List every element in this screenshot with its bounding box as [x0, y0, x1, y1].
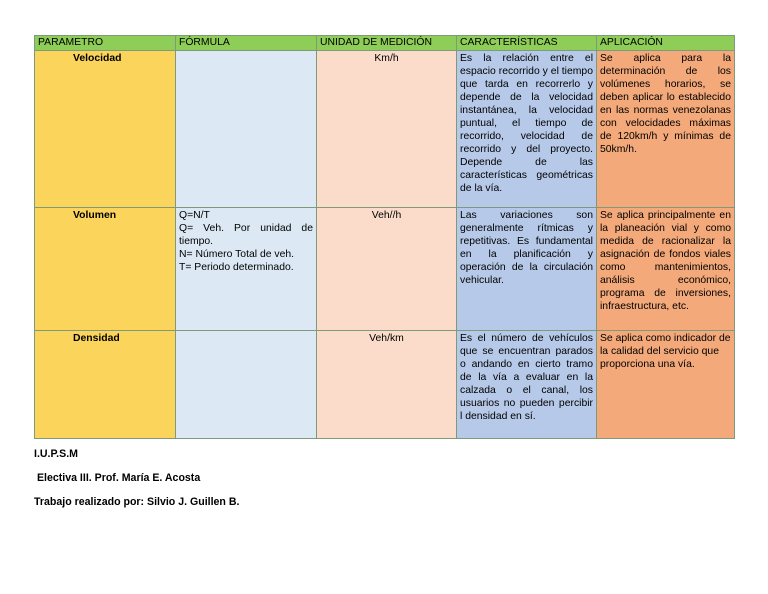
- application-cell: Se aplica principalmente en la planeación vial y como medida de racionalizar la asignación de fondos viales como mantenimientos, análisis económico, programa de inversiones, infraestructura, etc.: [597, 208, 735, 331]
- parameter-cell: Volumen: [35, 208, 176, 331]
- header-parametro: PARAMETRO: [35, 36, 176, 51]
- course-label: Electiva III. Prof. María E. Acosta: [34, 472, 201, 484]
- table-row: [35, 51, 735, 208]
- formula-cell: [176, 51, 317, 208]
- unit-cell: Veh/km: [317, 331, 457, 439]
- characteristics-cell: Es la relación entre el espacio recorrido y el tiempo que tarda en recorrerlo y depende de la velocidad instantánea, la velocidad puntual, el tiempo de recorrido, velocidad de recorrido y del proyecto. Depende de las características geométricas de la vía.: [457, 51, 597, 208]
- table-row: [35, 208, 735, 331]
- header-aplicacion: APLICACIÓN: [597, 36, 735, 51]
- header-formula: FÓRMULA: [176, 36, 317, 51]
- header-caracteristicas: CARACTERÍSTICAS: [457, 36, 597, 51]
- application-cell: Se aplica como indicador de la calidad del servicio que proporciona una vía.: [597, 331, 735, 439]
- characteristics-cell: Las variaciones son generalmente rítmicas y repetitivas. Es fundamental en la planificación y operación de la circulación vehicular.: [457, 208, 597, 331]
- author-label: Trabajo realizado por: Silvio J. Guillen B.: [34, 496, 240, 508]
- application-cell: Se aplica para la determinación de los volúmenes horarios, se deben aplicar lo establecido en las normas venezolanas con velocidades máximas de 120km/h y mínimas de 50km/h.: [597, 51, 735, 208]
- table-row: [35, 331, 735, 439]
- parameter-cell: Densidad: [35, 331, 176, 439]
- unit-cell: Km/h: [317, 51, 457, 208]
- formula-line: Q= Veh. Por unidad de tiempo.: [179, 223, 313, 247]
- formula-line: N= Número Total de veh.: [179, 249, 295, 260]
- parameters-table: [34, 35, 735, 439]
- formula-cell: [176, 331, 317, 439]
- formula-cell: [176, 208, 317, 331]
- unit-cell: Veh//h: [317, 208, 457, 331]
- parameter-cell: Velocidad: [35, 51, 176, 208]
- characteristics-cell: Es el número de vehículos que se encuentran parados o andando en cierto tramo de la vía a evaluar en la calzada o el canal, los usuarios no pueden percibir l densidad en sí.: [457, 331, 597, 439]
- header-unidad: UNIDAD DE MEDICIÓN: [317, 36, 457, 51]
- formula-line: Q=N/T: [179, 210, 210, 221]
- table-header-row: [35, 36, 735, 51]
- institution-label: I.U.P.S.M: [34, 448, 78, 460]
- formula-line: T= Periodo determinado.: [179, 262, 294, 273]
